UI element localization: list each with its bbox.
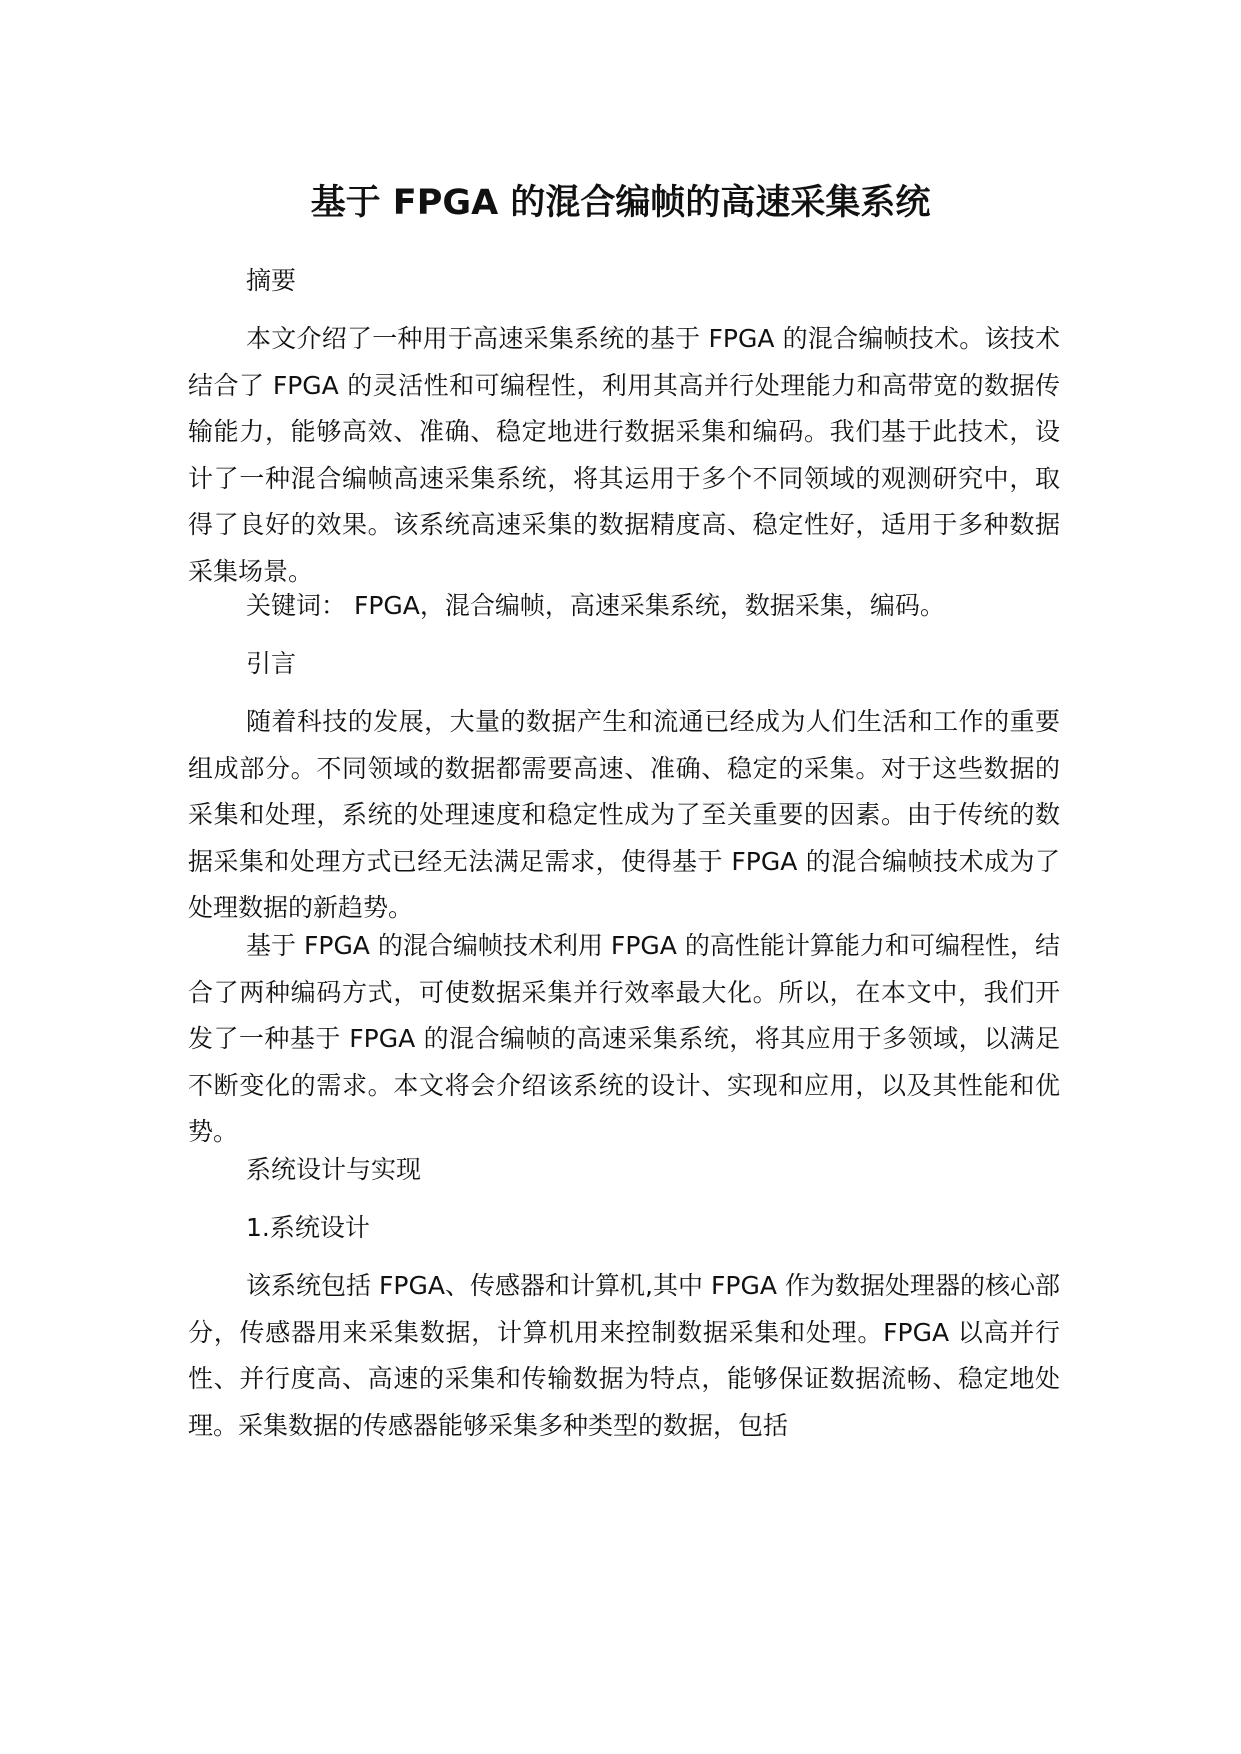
intro-heading: 引言 [246, 649, 297, 678]
abstract-heading: 摘要 [246, 266, 297, 295]
intro-paragraph-1: 随着科技的发展，大量的数据产生和流通已经成为人们生活和工作的重要组成部分。不同领域的数据都需要高速、准确、稳定的采集。对于这些数据的采集和处理，系统的处理速度和稳定性成为了至关重要的因素。由于传统的数据采集和处理方式已经无法满足需求，使得基于 FPGA 的混合编帧技术成为了处理数据的新趋势。 [188, 707, 1060, 922]
intro-paragraph-2: 基于 FPGA 的混合编帧技术利用 FPGA 的高性能计算能力和可编程性，结合了两种编码方式，可使数据采集并行效率最大化。所以，在本文中，我们开发了一种基于 FPGA 的混合编帧的高速采集系统，将其应用于多领域，以满足不断变化的需求。本文将会介绍该系统的设计、实现和应用，以及其性能和优势。 [188, 931, 1060, 1146]
abstract-paragraph: 本文介绍了一种用于高速采集系统的基于 FPGA 的混合编帧技术。该技术结合了 FPGA 的灵活性和可编程性，利用其高并行处理能力和高带宽的数据传输能力，能够高效、准确、稳定地进行数据采集和编码。我们基于此技术，设计了一种混合编帧高速采集系统，将其运用于多个不同领域的观测研究中，取得了良好的效果。该系统高速采集的数据精度高、稳定性好，适用于多种数据采集场景。 [188, 324, 1060, 586]
document-title: 基于 FPGA 的混合编帧的高速采集系统 [310, 183, 931, 223]
keywords-line: 关键词： FPGA，混合编帧，高速采集系统，数据采集，编码。 [246, 591, 945, 620]
section-heading: 系统设计与实现 [246, 1155, 422, 1184]
design-paragraph-1: 该系统包括 FPGA、传感器和计算机,其中 FPGA 作为数据处理器的核心部分，传感器用来采集数据，计算机用来控制数据采集和处理。FPGA 以高并行性、并行度高、高速的采集和传输数据为特点，能够保证数据流畅、稳定地处理。采集数据的传感器能够采集多种类型的数据，包括 [188, 1271, 1060, 1440]
subsection-heading: 1.系统设计 [246, 1213, 370, 1242]
